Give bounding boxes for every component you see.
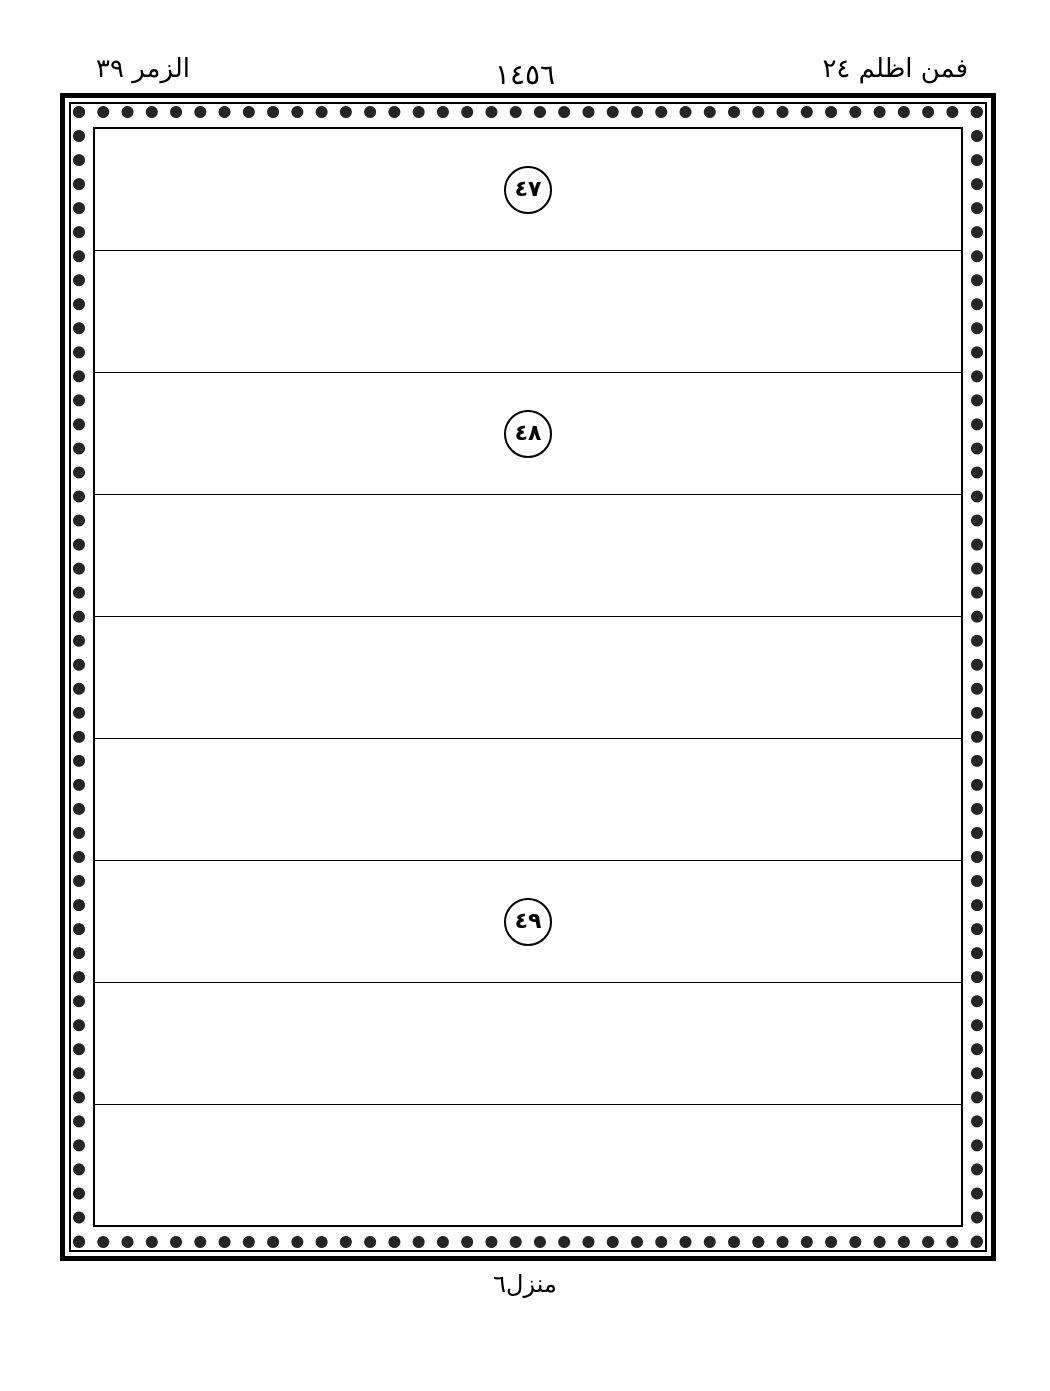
juz-label: فمن اظلم ٢٤	[822, 54, 968, 84]
verse-line	[95, 983, 961, 1105]
verse-line	[95, 739, 961, 861]
verse-line	[95, 1105, 961, 1227]
verse-line	[95, 129, 961, 251]
page-number: ١٤٥٦	[494, 58, 556, 91]
surah-label: الزمر ٣٩	[96, 54, 190, 84]
verse-line	[95, 251, 961, 373]
verse-line	[95, 495, 961, 617]
ayah-number-marker: ٤٨	[504, 410, 552, 458]
ayah-number-marker: ٤٩	[504, 898, 552, 946]
manzil-label: منزل٦	[493, 1270, 557, 1298]
text-area	[93, 127, 963, 1227]
verse-line	[95, 617, 961, 739]
ayah-number-marker: ٤٧	[504, 166, 552, 214]
verse-line	[95, 373, 961, 495]
verse-line	[95, 861, 961, 983]
